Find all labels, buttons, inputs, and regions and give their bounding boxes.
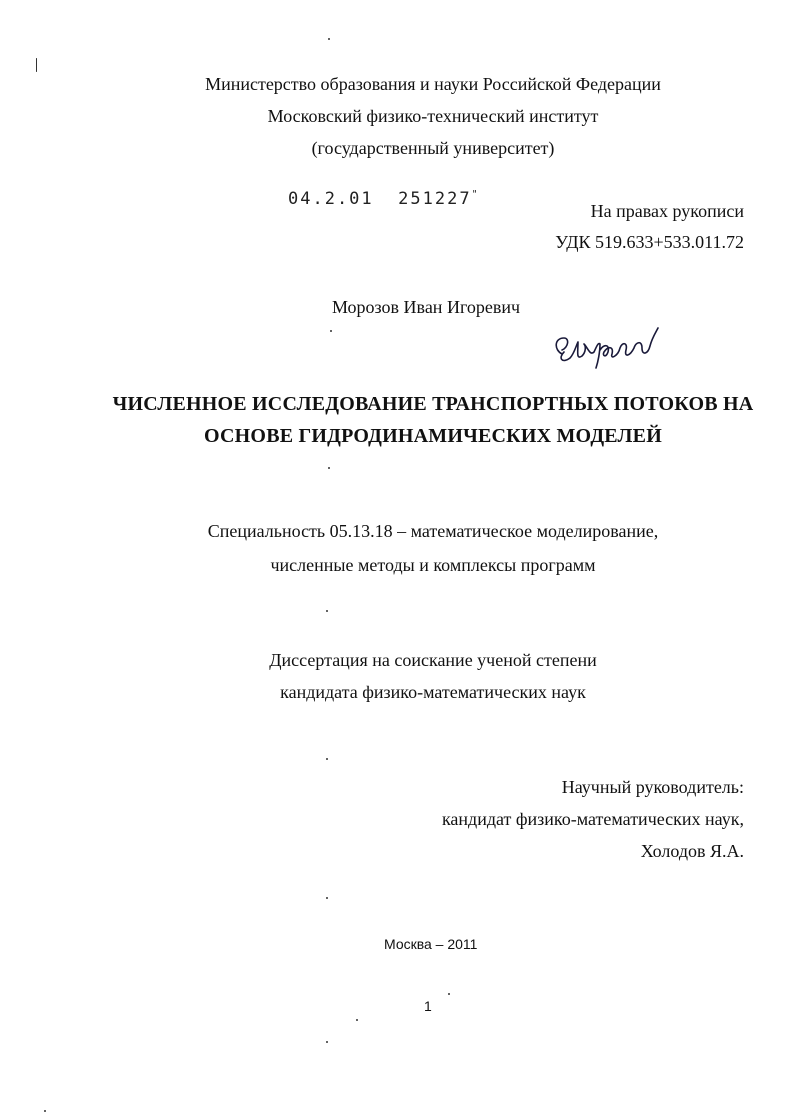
- supervisor-label: Научный руководитель:: [561, 777, 744, 797]
- page-number: 1: [424, 998, 432, 1014]
- supervisor-name: Холодов Я.А.: [640, 841, 744, 861]
- scan-speck: [328, 467, 330, 469]
- thesis-title-line-1: ЧИСЛЕННОЕ ИССЛЕДОВАНИЕ ТРАНСПОРТНЫХ ПОТОКОВ НА: [112, 393, 754, 415]
- scan-speck: [326, 758, 328, 760]
- institute-line: Московский физико-технический институт: [267, 106, 599, 126]
- supervisor-degree: кандидат физико-математических наук,: [441, 809, 744, 829]
- scan-speck: [36, 58, 37, 72]
- scan-speck: [44, 1110, 46, 1112]
- scan-speck: [326, 1041, 328, 1043]
- ministry-line: Министерство образования и науки Российской Федерации: [205, 74, 661, 94]
- scan-speck: [448, 993, 450, 995]
- archive-stamp-code-left: 04.2.01: [288, 189, 374, 209]
- specialty-line-2: численные методы и комплексы программ: [270, 555, 596, 575]
- stamp-mark-icon: ": [471, 189, 480, 200]
- university-type-line: (государственный университет): [311, 138, 555, 158]
- udk-code: УДК 519.633+533.011.72: [555, 232, 744, 252]
- scan-speck: [326, 610, 328, 612]
- archive-stamp-code-right: 251227: [398, 189, 472, 209]
- manuscript-rights: На правах рукописи: [590, 201, 744, 221]
- scan-speck: [356, 1019, 358, 1021]
- scan-speck: [330, 330, 332, 332]
- author-name: Морозов Иван Игоревич: [332, 297, 521, 317]
- signature-icon: [548, 326, 666, 370]
- scan-speck: [326, 897, 328, 899]
- archive-stamp: [288, 189, 480, 209]
- city-year: Москва – 2011: [384, 936, 478, 952]
- degree-line-2: кандидата физико-математических наук: [280, 682, 586, 702]
- degree-line-1: Диссертация на соискание ученой степени: [269, 650, 597, 670]
- scan-speck: [328, 38, 330, 40]
- thesis-title-line-2: ОСНОВЕ ГИДРОДИНАМИЧЕСКИХ МОДЕЛЕЙ: [204, 425, 662, 447]
- specialty-line-1: Специальность 05.13.18 – математическое моделирование,: [207, 521, 659, 541]
